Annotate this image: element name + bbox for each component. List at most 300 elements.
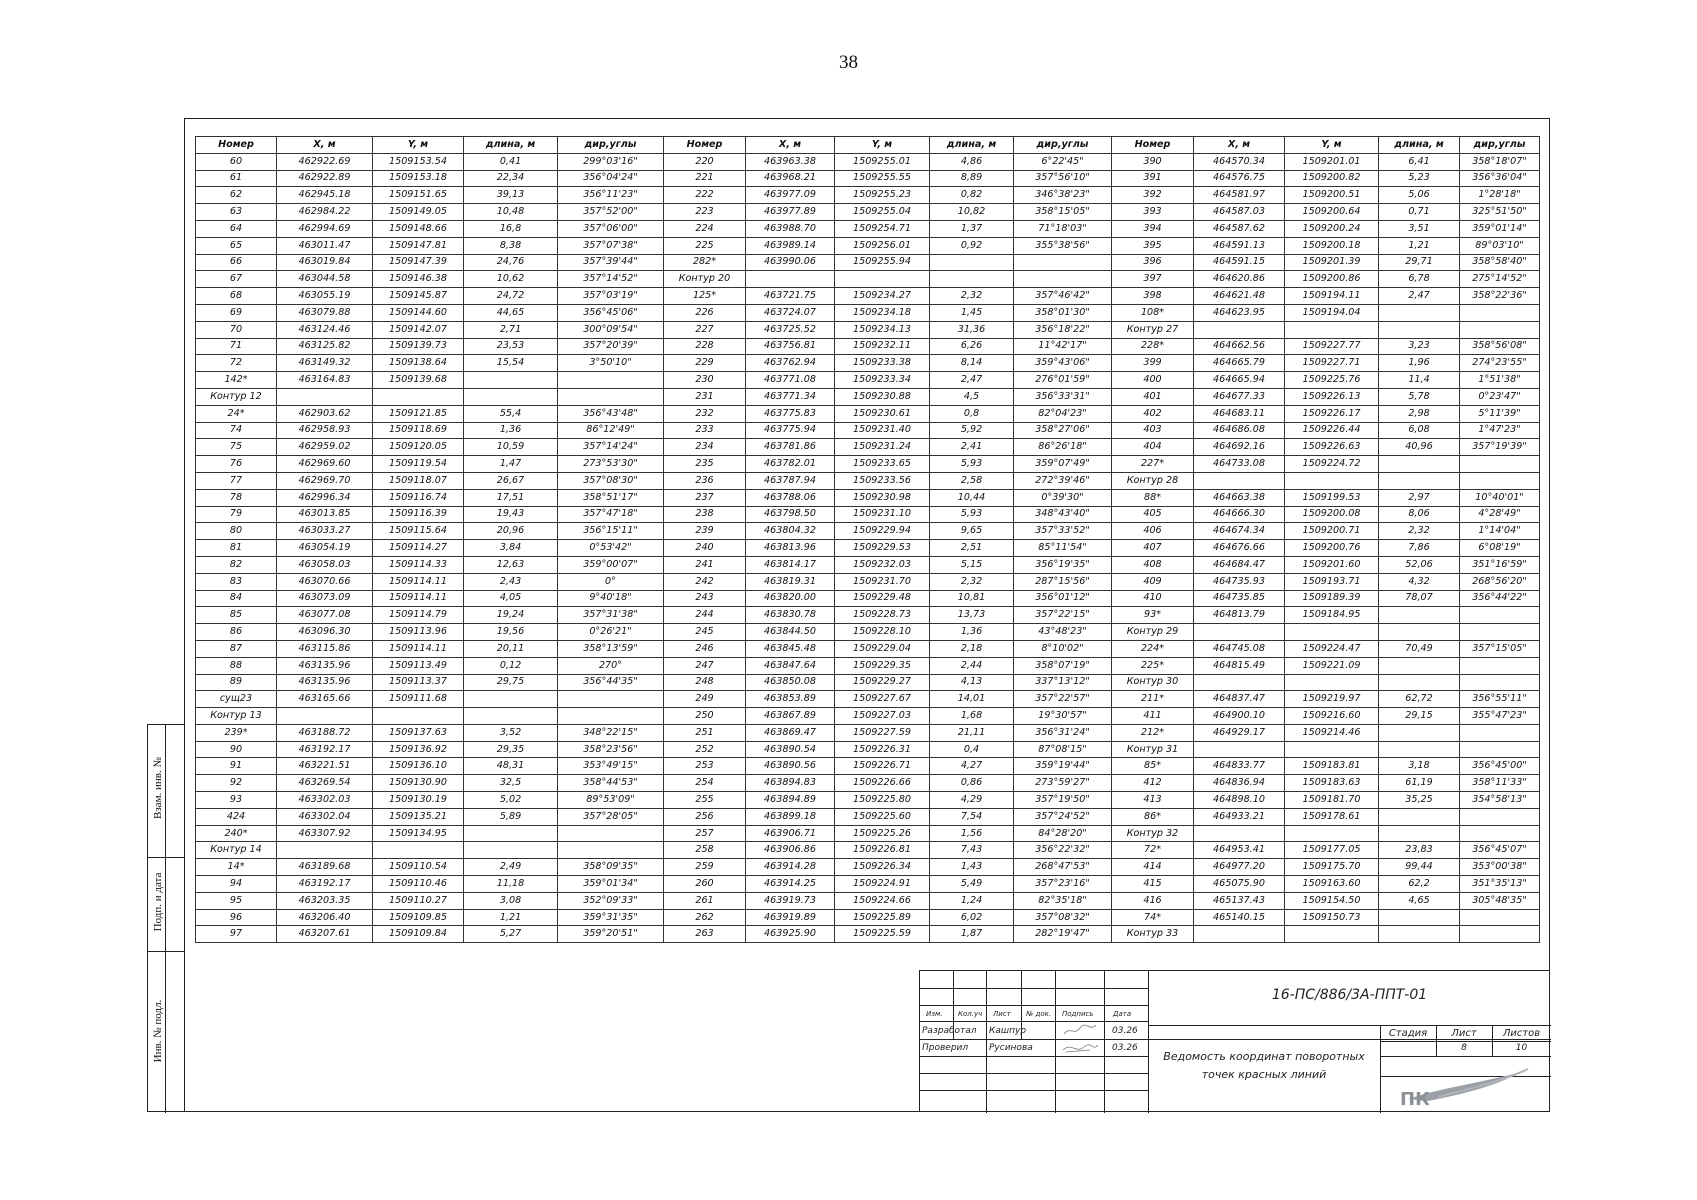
table-row	[196, 691, 1540, 708]
table-cell: 357°24'52"	[1014, 808, 1112, 825]
table-cell: 357°52'00"	[558, 204, 664, 221]
table-cell: Контур 12	[196, 388, 277, 405]
column-header: Номер	[196, 137, 277, 154]
table-cell	[1379, 657, 1460, 674]
table-cell: 1509151.65	[373, 187, 464, 204]
table-cell: 1509225.60	[835, 808, 930, 825]
table-cell: 2,32	[1379, 523, 1460, 540]
table-row	[196, 220, 1540, 237]
table-cell: 4,65	[1379, 892, 1460, 909]
table-cell: 251	[664, 724, 746, 741]
table-cell: 463725.52	[746, 321, 835, 338]
table-cell	[558, 825, 664, 842]
table-cell: 241	[664, 556, 746, 573]
table-cell	[1194, 741, 1285, 758]
table-cell: 401	[1112, 388, 1194, 405]
table-cell: 1,37	[930, 220, 1014, 237]
table-cell: 8,89	[930, 170, 1014, 187]
table-cell: 463989.14	[746, 237, 835, 254]
table-cell: 412	[1112, 775, 1194, 792]
table-cell: 1509200.82	[1285, 170, 1379, 187]
table-cell: 1509116.74	[373, 489, 464, 506]
table-cell: 424	[196, 808, 277, 825]
table-cell: 82°35'18"	[1014, 892, 1112, 909]
table-cell: 1509221.09	[1285, 657, 1379, 674]
table-cell: 24*	[196, 405, 277, 422]
table-cell	[1194, 472, 1285, 489]
table-cell: 1509193.71	[1285, 573, 1379, 590]
table-cell: 463787.94	[746, 472, 835, 489]
table-cell: 77	[196, 472, 277, 489]
table-row	[196, 892, 1540, 909]
table-cell: 1509214.46	[1285, 724, 1379, 741]
table-cell: 1509201.39	[1285, 254, 1379, 271]
table-cell: 325°51'50"	[1460, 204, 1540, 221]
table-cell: 108*	[1112, 304, 1194, 321]
table-cell: 463221.51	[277, 758, 373, 775]
table-cell: 1509229.48	[835, 590, 930, 607]
table-row	[196, 674, 1540, 691]
table-cell: 1509138.64	[373, 355, 464, 372]
table-row	[196, 321, 1540, 338]
table-cell: 464733.08	[1194, 456, 1285, 473]
table-cell: 1509255.23	[835, 187, 930, 204]
table-cell: 1509178.61	[1285, 808, 1379, 825]
table-cell: 356°43'48"	[558, 405, 664, 422]
table-cell	[1014, 254, 1112, 271]
table-cell: 96	[196, 909, 277, 926]
table-cell: 67	[196, 271, 277, 288]
table-cell: 415	[1112, 876, 1194, 893]
table-cell: 356°11'23"	[558, 187, 664, 204]
table-cell: 282*	[664, 254, 746, 271]
table-cell	[1014, 271, 1112, 288]
table-cell: 1509254.71	[835, 220, 930, 237]
table-cell: 273°59'27"	[1014, 775, 1112, 792]
table-cell: 1509255.04	[835, 204, 930, 221]
table-cell: 1509114.11	[373, 640, 464, 657]
table-cell: 240	[664, 540, 746, 557]
table-cell: 353°00'38"	[1460, 859, 1540, 876]
table-cell: 405	[1112, 506, 1194, 523]
table-cell: 4,5	[930, 388, 1014, 405]
table-cell: 396	[1112, 254, 1194, 271]
table-cell: 1509184.95	[1285, 607, 1379, 624]
table-cell: 464898.10	[1194, 792, 1285, 809]
table-cell: 359°00'07"	[558, 556, 664, 573]
col-header-date: Дата	[1113, 1010, 1132, 1018]
table-cell: 87	[196, 640, 277, 657]
table-cell: Контур 14	[196, 842, 277, 859]
table-row	[196, 708, 1540, 725]
table-cell: 1509130.19	[373, 792, 464, 809]
table-cell	[1285, 674, 1379, 691]
table-cell: 1509144.60	[373, 304, 464, 321]
table-cell: 35,25	[1379, 792, 1460, 809]
table-cell: 1509231.70	[835, 573, 930, 590]
table-cell: 2,32	[930, 288, 1014, 305]
developed-label: Разработал	[922, 1026, 977, 1036]
table-cell: 465140.15	[1194, 909, 1285, 926]
table-cell: 463207.61	[277, 926, 373, 943]
table-cell: 357°22'57"	[1014, 691, 1112, 708]
table-cell: 227	[664, 321, 746, 338]
table-cell: 14,01	[930, 691, 1014, 708]
table-cell: 1509255.94	[835, 254, 930, 271]
table-cell: 254	[664, 775, 746, 792]
table-cell	[558, 842, 664, 859]
table-cell: 29,75	[464, 674, 558, 691]
table-cell: 1509233.38	[835, 355, 930, 372]
table-cell: 1,96	[1379, 355, 1460, 372]
table-cell: 1509181.70	[1285, 792, 1379, 809]
column-header: X, м	[277, 137, 373, 154]
table-cell: 2,58	[930, 472, 1014, 489]
table-cell	[277, 388, 373, 405]
table-cell: 464576.75	[1194, 170, 1285, 187]
table-cell: 19,56	[464, 624, 558, 641]
table-cell: 463077.08	[277, 607, 373, 624]
table-cell: 1509109.85	[373, 909, 464, 926]
table-cell: 69	[196, 304, 277, 321]
table-cell: 4,27	[930, 758, 1014, 775]
table-row	[196, 456, 1540, 473]
table-cell: 224*	[1112, 640, 1194, 657]
table-cell: 31,36	[930, 321, 1014, 338]
table-cell: 463054.19	[277, 540, 373, 557]
table-cell: 3,08	[464, 892, 558, 909]
table-cell: 1509118.07	[373, 472, 464, 489]
table-cell: 356°44'22"	[1460, 590, 1540, 607]
table-cell: 464591.15	[1194, 254, 1285, 271]
table-cell: 463058.03	[277, 556, 373, 573]
table-cell: 1509153.18	[373, 170, 464, 187]
table-cell: 20,96	[464, 523, 558, 540]
table-cell: 65	[196, 237, 277, 254]
table-cell: 463269.54	[277, 775, 373, 792]
table-cell: 463844.50	[746, 624, 835, 641]
table-cell: 416	[1112, 892, 1194, 909]
table-cell: 356°45'07"	[1460, 842, 1540, 859]
table-cell: 358°23'56"	[558, 741, 664, 758]
table-cell: 240*	[196, 825, 277, 842]
table-cell	[464, 372, 558, 389]
table-cell: 1509225.80	[835, 792, 930, 809]
table-cell	[464, 842, 558, 859]
table-cell: 10,48	[464, 204, 558, 221]
table-cell: 356°01'12"	[1014, 590, 1112, 607]
table-cell: 10°40'01"	[1460, 489, 1540, 506]
table-cell: 10,44	[930, 489, 1014, 506]
table-cell	[277, 842, 373, 859]
table-cell: 2,71	[464, 321, 558, 338]
table-cell: 62,72	[1379, 691, 1460, 708]
sheets-label: Листов	[1502, 1028, 1541, 1039]
table-cell: 1509232.11	[835, 338, 930, 355]
table-cell	[1194, 926, 1285, 943]
table-cell: 408	[1112, 556, 1194, 573]
table-cell	[1194, 624, 1285, 641]
table-cell: 1509146.38	[373, 271, 464, 288]
table-cell: 1509225.59	[835, 926, 930, 943]
table-cell	[1379, 909, 1460, 926]
table-cell: 1509225.89	[835, 909, 930, 926]
table-cell: 463135.96	[277, 657, 373, 674]
table-cell: 258	[664, 842, 746, 859]
table-cell: 1509200.86	[1285, 271, 1379, 288]
table-cell: 261	[664, 892, 746, 909]
column-header: X, м	[1194, 137, 1285, 154]
checker-name: Русинова	[989, 1043, 1033, 1053]
table-cell	[1194, 825, 1285, 842]
table-cell: 287°15'56"	[1014, 573, 1112, 590]
table-cell: 1509230.98	[835, 489, 930, 506]
table-cell: 211*	[1112, 691, 1194, 708]
table-cell: 464591.13	[1194, 237, 1285, 254]
table-cell: 252	[664, 741, 746, 758]
column-header: длина, м	[464, 137, 558, 154]
checker-signature	[1060, 1040, 1100, 1056]
table-cell: 464833.77	[1194, 758, 1285, 775]
sheet-title-line-2: точек красных линий	[1201, 1068, 1327, 1081]
table-row	[196, 338, 1540, 355]
table-cell: 234	[664, 439, 746, 456]
table-cell: 463192.17	[277, 876, 373, 893]
table-cell: 463724.07	[746, 304, 835, 321]
table-cell: 1509255.55	[835, 170, 930, 187]
table-cell: 351°16'59"	[1460, 556, 1540, 573]
table-cell: 463206.40	[277, 909, 373, 926]
table-cell: 282°19'47"	[1014, 926, 1112, 943]
table-cell: 463906.71	[746, 825, 835, 842]
table-cell: 463919.73	[746, 892, 835, 909]
table-cell: 464836.94	[1194, 775, 1285, 792]
table-cell: 249	[664, 691, 746, 708]
table-cell: 1509224.91	[835, 876, 930, 893]
table-cell: 398	[1112, 288, 1194, 305]
table-cell: 1509120.05	[373, 439, 464, 456]
table-cell: 0°26'21"	[558, 624, 664, 641]
table-cell: 125*	[664, 288, 746, 305]
table-cell: 463775.83	[746, 405, 835, 422]
table-cell: 1509200.64	[1285, 204, 1379, 221]
table-cell	[464, 708, 558, 725]
coordinates-table	[195, 136, 1540, 943]
table-cell: 1509226.63	[1285, 439, 1379, 456]
table-cell: 407	[1112, 540, 1194, 557]
table-cell: 97	[196, 926, 277, 943]
table-cell: 463033.27	[277, 523, 373, 540]
column-header: длина, м	[1379, 137, 1460, 154]
table-cell: 16,8	[464, 220, 558, 237]
table-cell: 12,63	[464, 556, 558, 573]
table-cell	[1460, 724, 1540, 741]
table-header-row	[196, 137, 1540, 154]
table-cell: 84°28'20"	[1014, 825, 1112, 842]
column-header: длина, м	[930, 137, 1014, 154]
table-cell: 463788.06	[746, 489, 835, 506]
table-cell: 13,73	[930, 607, 1014, 624]
table-cell: 464684.47	[1194, 556, 1285, 573]
table-cell: 3,23	[1379, 338, 1460, 355]
table-cell: 464663.38	[1194, 489, 1285, 506]
table-cell: 11,18	[464, 876, 558, 893]
table-cell: 1509234.13	[835, 321, 930, 338]
table-cell: 356°45'00"	[1460, 758, 1540, 775]
table-cell: 0,8	[930, 405, 1014, 422]
table-cell: 1509226.31	[835, 741, 930, 758]
table-cell: 357°20'39"	[558, 338, 664, 355]
table-cell	[1460, 741, 1540, 758]
table-cell: 402	[1112, 405, 1194, 422]
table-cell: 273°53'30"	[558, 456, 664, 473]
table-cell: 2,98	[1379, 405, 1460, 422]
table-cell: 0,71	[1379, 204, 1460, 221]
column-header: дир,углы	[558, 137, 664, 154]
table-cell: 9,65	[930, 523, 1014, 540]
table-cell: 462922.89	[277, 170, 373, 187]
table-cell: 357°19'50"	[1014, 792, 1112, 809]
table-cell: 276°01'59"	[1014, 372, 1112, 389]
table-cell: 0,86	[930, 775, 1014, 792]
table-cell: 1,36	[930, 624, 1014, 641]
table-cell: 223	[664, 204, 746, 221]
table-cell: 463804.32	[746, 523, 835, 540]
table-cell: 6,08	[1379, 422, 1460, 439]
table-cell: 39,13	[464, 187, 558, 204]
table-cell: 463013.85	[277, 506, 373, 523]
table-cell: 463189.68	[277, 859, 373, 876]
table-cell: 1509229.53	[835, 540, 930, 557]
table-cell: 351°35'13"	[1460, 876, 1540, 893]
table-cell: 2,51	[930, 540, 1014, 557]
table-cell: 11,4	[1379, 372, 1460, 389]
table-cell: 390	[1112, 153, 1194, 170]
table-cell	[1460, 472, 1540, 489]
table-cell	[464, 691, 558, 708]
table-cell: 464900.10	[1194, 708, 1285, 725]
table-cell	[1379, 926, 1460, 943]
table-cell: 403	[1112, 422, 1194, 439]
table-cell: 26,67	[464, 472, 558, 489]
table-cell: 357°19'39"	[1460, 439, 1540, 456]
table-row	[196, 170, 1540, 187]
table-cell: 463307.92	[277, 825, 373, 842]
table-cell	[558, 708, 664, 725]
table-cell: 464570.34	[1194, 153, 1285, 170]
table-cell: 406	[1112, 523, 1194, 540]
table-row	[196, 825, 1540, 842]
table-cell: 299°03'16"	[558, 153, 664, 170]
table-cell: 357°14'52"	[558, 271, 664, 288]
table-row	[196, 288, 1540, 305]
table-cell: 232	[664, 405, 746, 422]
table-cell: 2,47	[930, 372, 1014, 389]
table-cell: 410	[1112, 590, 1194, 607]
table-cell: 1509201.01	[1285, 153, 1379, 170]
table-cell	[1379, 825, 1460, 842]
table-cell: 1509225.26	[835, 825, 930, 842]
table-cell: 262	[664, 909, 746, 926]
table-cell: 19°30'57"	[1014, 708, 1112, 725]
table-cell	[373, 388, 464, 405]
table-cell: 357°03'19"	[558, 288, 664, 305]
table-cell: 242	[664, 573, 746, 590]
table-cell: 99,44	[1379, 859, 1460, 876]
table-cell: 463867.89	[746, 708, 835, 725]
table-cell: 463899.18	[746, 808, 835, 825]
table-cell: 1509225.76	[1285, 372, 1379, 389]
table-cell: 1509113.49	[373, 657, 464, 674]
table-cell: Контур 30	[1112, 674, 1194, 691]
table-cell: 1509110.27	[373, 892, 464, 909]
table-cell: 220	[664, 153, 746, 170]
table-cell: 1509114.33	[373, 556, 464, 573]
table-cell: 1509227.67	[835, 691, 930, 708]
table-cell: 82°04'23"	[1014, 405, 1112, 422]
table-cell: 1,68	[930, 708, 1014, 725]
table-row	[196, 422, 1540, 439]
table-cell: 463073.09	[277, 590, 373, 607]
table-row	[196, 355, 1540, 372]
table-cell: 61	[196, 170, 277, 187]
table-cell: 462984.22	[277, 204, 373, 221]
table-cell: 358°27'06"	[1014, 422, 1112, 439]
table-cell: 3,18	[1379, 758, 1460, 775]
table-cell: 86°26'18"	[1014, 439, 1112, 456]
table-cell: 464621.48	[1194, 288, 1285, 305]
table-cell: 1°47'23"	[1460, 422, 1540, 439]
table-cell	[930, 254, 1014, 271]
table-cell: 358°58'40"	[1460, 254, 1540, 271]
table-cell: 6,41	[1379, 153, 1460, 170]
table-cell: 248	[664, 674, 746, 691]
table-row	[196, 304, 1540, 321]
table-cell: 1509200.76	[1285, 540, 1379, 557]
table-cell: 1509200.24	[1285, 220, 1379, 237]
table-cell: сущ23	[196, 691, 277, 708]
table-cell: 3,84	[464, 540, 558, 557]
table-cell: 17,51	[464, 489, 558, 506]
table-cell: 88*	[1112, 489, 1194, 506]
table-cell: 0°53'42"	[558, 540, 664, 557]
table-row	[196, 842, 1540, 859]
table-cell: 259	[664, 859, 746, 876]
table-cell: 1509200.71	[1285, 523, 1379, 540]
table-cell: 0,82	[930, 187, 1014, 204]
table-cell: 21,11	[930, 724, 1014, 741]
side-label-replacement-inv: Взам. инв. №	[152, 757, 164, 819]
table-cell: 78	[196, 489, 277, 506]
side-stamp	[147, 724, 184, 1112]
table-cell: 4°28'49"	[1460, 506, 1540, 523]
table-cell: 4,32	[1379, 573, 1460, 590]
table-cell: 8,38	[464, 237, 558, 254]
table-cell: 10,81	[930, 590, 1014, 607]
table-cell: 358°15'05"	[1014, 204, 1112, 221]
page-number: 38	[839, 52, 858, 73]
table-cell: 61,19	[1379, 775, 1460, 792]
table-cell: 270°	[558, 657, 664, 674]
table-cell: 463906.86	[746, 842, 835, 859]
table-cell: 1509226.13	[1285, 388, 1379, 405]
table-row	[196, 808, 1540, 825]
table-cell: 1509130.90	[373, 775, 464, 792]
table-cell: 465075.90	[1194, 876, 1285, 893]
table-cell: 357°31'38"	[558, 607, 664, 624]
table-cell: 464587.62	[1194, 220, 1285, 237]
table-cell: 359°01'34"	[558, 876, 664, 893]
